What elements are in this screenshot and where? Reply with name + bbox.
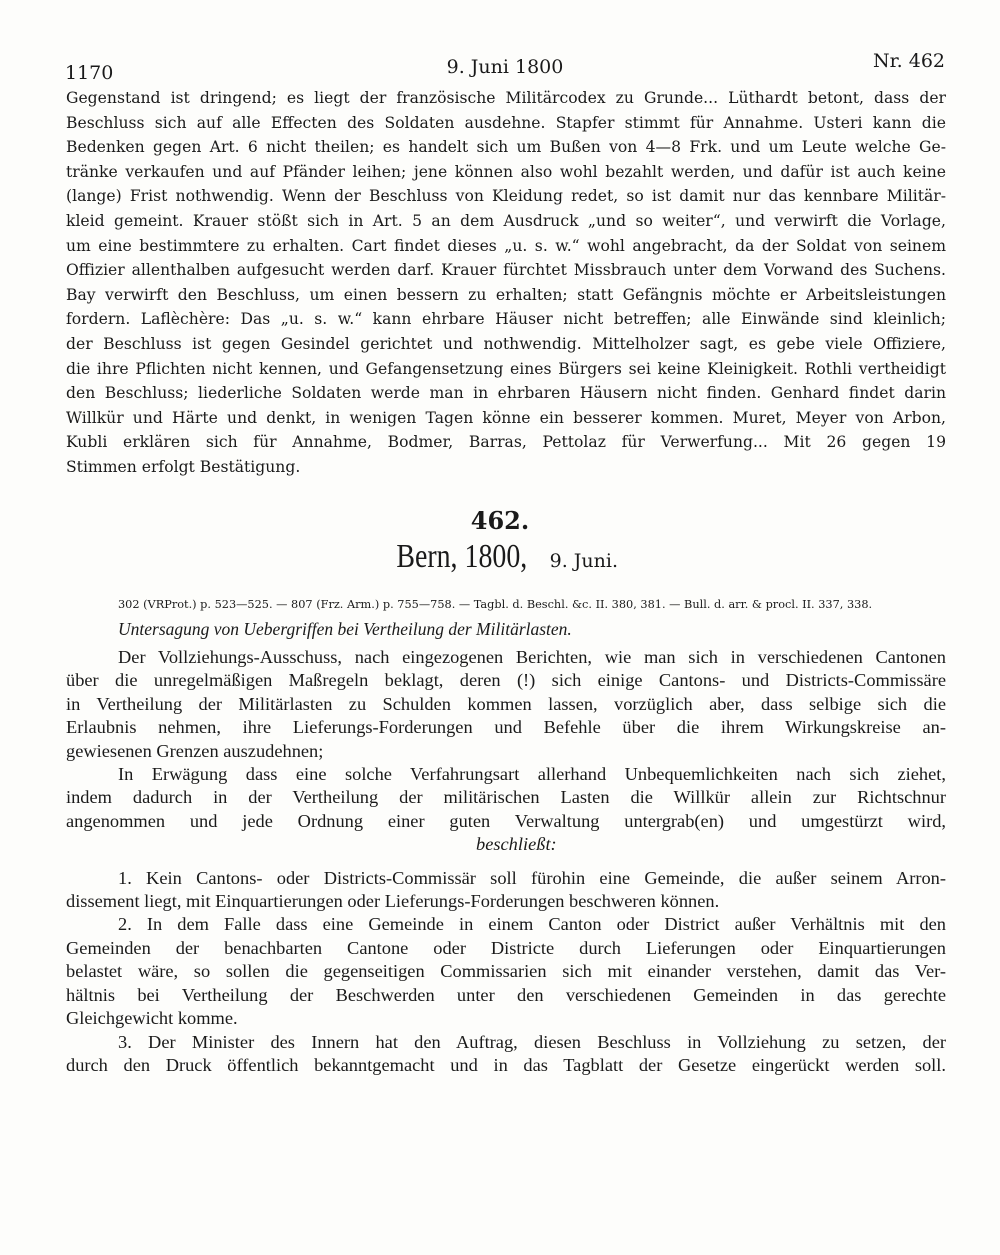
text-line: über die unregelmäßigen Maßregeln beklagt, deren (!) sich einige Cantons- und Districts-Commissäre: [66, 670, 946, 691]
text-line: Bedenken gegen Art. 6 nicht theilen; es handelt sich um Bußen von 4—8 Frk. und um Leute welche Ge-: [66, 138, 946, 157]
document-number: 462.: [470, 506, 530, 535]
text-line: hältnis bei Vertheilung der Beschwerden unter den verschiedenen Gemeinden in das gerechte: [66, 984, 946, 1005]
text-line: indem dadurch in der Vertheilung der militärischen Lasten die Willkür allein zur Richtschnur: [66, 787, 946, 808]
text-line: 3. Der Minister des Innern hat den Auftrag, diesen Beschluss in Vollziehung zu setzen, der: [118, 1031, 946, 1052]
document-body: [66, 646, 946, 1077]
text-line: Bay verwirft den Beschluss, um einen bessern zu erhalten; statt Gefängnis möchte er Arbeitsleistungen: [66, 285, 946, 304]
text-line: angenommen und jede Ordnung einer guten Verwaltung untergrab(en) und umgestürzt wird,: [66, 810, 946, 831]
text-line: gewiesenen Grenzen auszudehnen;: [66, 740, 324, 761]
spacer: [66, 857, 946, 867]
text-line: In Erwägung dass eine solche Verfahrungsart allerhand Unbequemlichkeiten nach sich ziehet,: [118, 764, 946, 785]
text-line: 1. Kein Cantons- oder Districts-Commissär soll fürohin eine Gemeinde, die außer seinem Arron-: [118, 867, 946, 888]
text-line: dissement liegt, mit Einquartierungen oder Lieferungs-Forderungen beschweren können.: [66, 891, 720, 912]
document-subtitle: Untersagung von Uebergriffen bei Vertheilung der Militärlasten.: [118, 619, 572, 639]
page-header: [65, 50, 945, 90]
text-line: Der Vollziehungs-Ausschuss, nach eingezogenen Berichten, wie man sich in verschiedenen Cantonen: [118, 647, 946, 667]
text-line: fordern. Laflèchère: Das „u. s. w.“ kann ehrbare Häuser nicht betreffen; alle Einwände sind kleinlich;: [66, 310, 946, 329]
text-line: Erlaubnis nehmen, ihre Lieferungs-Forderungen und Befehle über die ihrem Wirkungskreise an-: [66, 717, 946, 738]
page-number: 1170: [65, 62, 114, 84]
document-day: 9. Juni.: [549, 550, 618, 572]
text-line: Gemeinden der benachbarten Cantone oder Districte durch Lieferungen oder Einquartierungen: [66, 937, 946, 958]
document-heading: [0, 538, 1000, 576]
text-line: belastet wäre, so sollen die gegenseitigen Commissarien sich mit einander verstehen, damit das Ver-: [66, 961, 946, 982]
text-line: Kubli erklären sich für Annahme, Bodmer, Barras, Pettolaz für Verwerfung... Mit 26 gegen 19: [66, 433, 946, 452]
text-line: in Vertheilung der Militärlasten zu Schulden kommen lassen, vorzüglich aber, dass selbige sich die: [66, 693, 946, 714]
text-line: Offizier allenthalben aufgesucht werden darf. Krauer fürchtet Missbrauch unter dem Vorwand des Suchens.: [66, 261, 946, 280]
text-line: Stimmen erfolgt Bestätigung.: [66, 457, 301, 476]
text-line: durch den Druck öffentlich bekanntgemacht und in das Tagblatt der Gesetze eingerückt werden soll.: [66, 1054, 946, 1075]
header-nr: Nr. 462: [873, 50, 945, 72]
source-references: 302 (VRProt.) p. 523—525. — 807 (Frz. Arm.) p. 755—758. — Tagbl. d. Beschl. &c. II. 380, 381. — Bull. d. arr. & procl. II. 337, 338.: [118, 598, 873, 611]
resolution-keyword: beschließt:: [476, 834, 557, 855]
text-line: den Beschluss; liederliche Soldaten werde man in ehrbaren Häusern nicht finden. Genhard findet darin: [66, 384, 946, 403]
text-line: Gleichgewicht komme.: [66, 1008, 238, 1029]
text-line: die ihre Pflichten nicht kennen, und Gefangensetzung eines Bürgers sei keine Kleinigkeit. Rothli vertheidigt: [66, 359, 946, 378]
text-line: Gegenstand ist dringend; es liegt der französische Militärcodex zu Grunde... Lüthardt betont, dass der: [66, 89, 946, 107]
text-line: um eine bestimmtere zu erhalten. Cart findet dieses „u. s. w.“ wohl angebracht, da der Soldat von seinem: [66, 236, 946, 255]
text-line: Willkür und Härte und denkt, in wenigen Tagen könne ein besserer kommen. Muret, Meyer von Arbon,: [66, 408, 946, 427]
text-line: 2. In dem Falle dass eine Gemeinde in einem Canton oder District außer Verhältnis mit den: [118, 914, 946, 935]
text-line: (lange) Frist nothwendig. Wenn der Beschluss von Kleidung redet, so ist damit nur das kennbare Militär-: [66, 187, 946, 206]
text-line: tränke verkaufen und auf Pfänder leihen; jene können also wohl bezahlt werden, und dafür ist auch keine: [66, 162, 946, 181]
text-line: kleid gemeint. Krauer stößt sich in Art. 5 an dem Ausdruck „und so weiter“, und verwirft die Vorlage,: [66, 211, 946, 230]
text-line: der Beschluss ist gegen Gesindel gerichtet und nothwendig. Mittelholzer sagt, es gebe viele Offiziere,: [66, 334, 946, 353]
header-date: 9. Juni 1800: [446, 56, 564, 78]
previous-section-text: [66, 86, 946, 480]
text-line: Beschluss sich auf alle Effecten des Soldaten ausdehne. Stapfer stimmt für Annahme. Usteri kann die: [66, 113, 946, 132]
place-year: Bern, 1800,: [396, 538, 528, 575]
